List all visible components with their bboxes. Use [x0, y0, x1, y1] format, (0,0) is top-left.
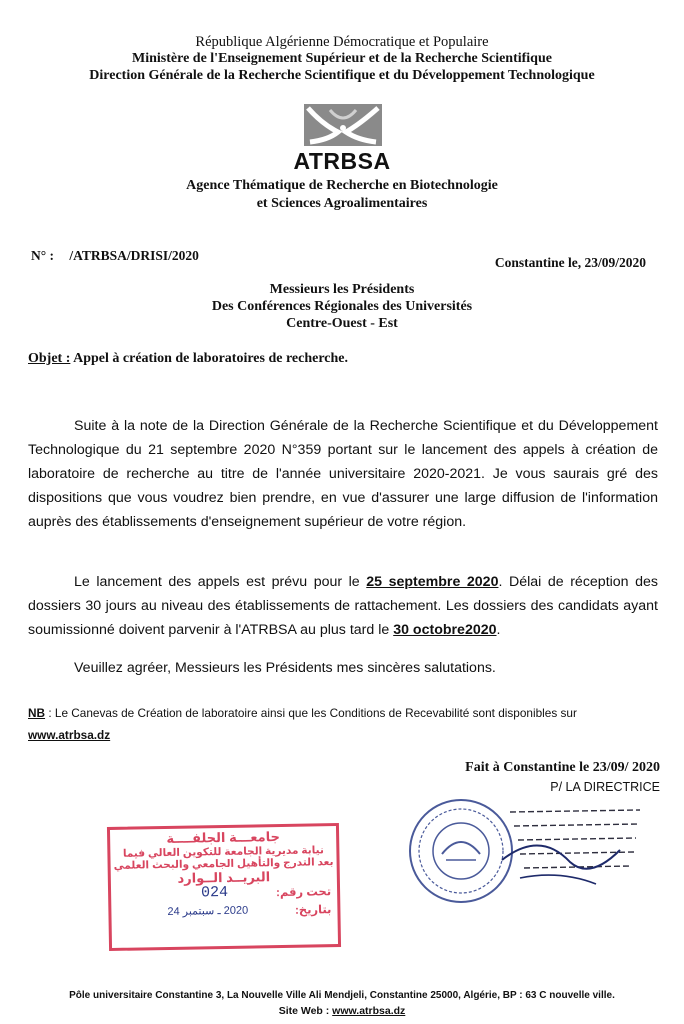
recipient-line2: Des Conférences Régionales des Universités [211, 299, 473, 314]
stamp-university: جامعـــة الجلفــــة [166, 829, 281, 846]
logo-text: ATRBSA [293, 148, 391, 174]
stamp-line3: بعد التدرج والتأهيل الجامعي والبحث العلمي [113, 856, 334, 872]
deadline-date: 30 octobre2020 [393, 622, 497, 638]
signature-title: P/ LA DIRECTRICE [550, 780, 660, 794]
arabic-signature-block [500, 800, 650, 890]
incoming-mail-stamp [107, 823, 341, 951]
object-label: Objet : [28, 351, 71, 366]
stamp-date-label: بتاريخ: [294, 904, 332, 917]
atrbsa-logo-icon [300, 102, 386, 148]
header-republic: République Algérienne Démocratique et Populaire [195, 34, 489, 50]
reference-value: /ATRBSA/DRISI/2020 [69, 248, 199, 263]
object-text: Appel à création de laboratoires de recherche. [73, 351, 349, 366]
stamp-line2: نيابة مديرية الجامعة للتكوين العالي فيما [122, 844, 324, 860]
object-line [28, 351, 348, 367]
agency-line2: et Sciences Agroalimentaires [256, 196, 428, 211]
stamp-number: 024 [200, 883, 229, 902]
header-direction: Direction Générale de la Recherche Scientifique et du Développement Technologique [89, 68, 595, 83]
launch-date: 25 septembre 2020 [366, 574, 499, 590]
signature-place-date: Fait à Constantine le 23/09/ 2020 [465, 760, 660, 775]
p2-text-c: . [496, 622, 501, 638]
nb-label: NB [28, 706, 46, 720]
stamp-date: 2020 ـ سبتمبر 24 [167, 904, 249, 918]
reference-number [31, 248, 199, 264]
p2-text-a: Le lancement des appels est prévu pour le [74, 574, 367, 590]
footer-address: Pôle universitaire Constantine 3, La Nouvelle Ville Ali Mendjeli, Constantine 25000, Algérie, BP : 63 C nouvelle ville. [69, 990, 615, 1001]
nb-website-link[interactable]: www.atrbsa.dz [28, 728, 111, 742]
stamp-incoming: البريــد الــوارد [177, 869, 271, 886]
footer-website-link[interactable]: www.atrbsa.dz [332, 1005, 406, 1017]
nb-note [28, 702, 662, 746]
agency-line1: Agence Thématique de Recherche en Biotechnologie [186, 178, 498, 193]
nb-text: : Le Canevas de Création de laboratoire ainsi que les Conditions de Recevabilité sont disponibles sur [45, 706, 577, 720]
footer-site-label: Site Web : [278, 1005, 333, 1017]
body-paragraph-1: Suite à la note de la Direction Générale de la Recherche Scientifique et du Développement Technologique du 21 septembre 2020 N°359 portant sur le lancement des appels à création de laboratoire de recherche au titre de l'année universitaire 2020-2021. Je vous saurais gré des dispositions que vous voudrez bien prendre, en vue d'assurer une large diffusion de l'information auprès des établissements d'enseignement supérieur de votre région. [28, 418, 658, 530]
reference-label: N° : [31, 248, 55, 263]
footer-website [0, 1005, 684, 1017]
p2-text-b: . Délai de réception des dossiers 30 jours au niveau des établissements de rattachement. Les dossiers des candidats ayant soumissionné doivent parvenir à l'ATRBSA au plus tard le [28, 574, 658, 638]
stamp-date-row [111, 902, 337, 924]
stamp-number-label: تحت رقم: [276, 886, 332, 900]
header-ministry: Ministère de l'Enseignement Supérieur et de la Recherche Scientifique [132, 51, 552, 66]
place-date: Constantine le, 23/09/2020 [494, 255, 646, 270]
body-paragraph-2 [28, 570, 658, 642]
body-paragraph-3: Veuillez agréer, Messieurs les Présidents mes sincères salutations. [74, 660, 496, 676]
recipient-line1: Messieurs les Présidents [269, 282, 415, 297]
recipient-line3: Centre-Ouest - Est [286, 316, 398, 331]
